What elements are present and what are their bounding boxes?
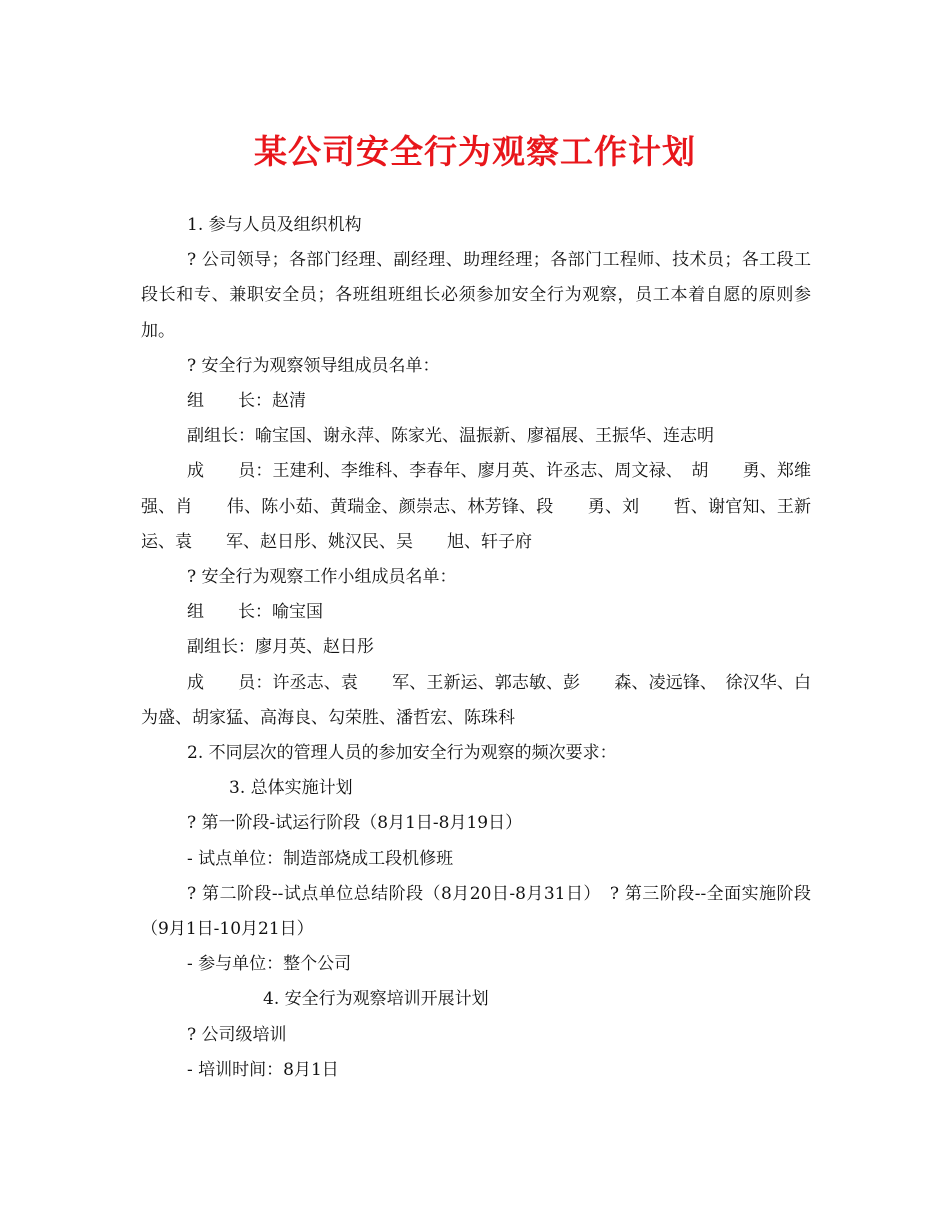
document-title: 某公司安全行为观察工作计划 (254, 132, 696, 171)
paragraph: 副组长：廖月英、赵日彤 (187, 637, 374, 658)
paragraph: 组 长：喻宝国 (187, 602, 323, 623)
paragraph: - 参与单位：整个公司 (187, 954, 352, 975)
paragraph: - 培训时间：8月1日 (187, 1059, 339, 1080)
paragraph: - 试点单位：制造部烧成工段机修班 (187, 848, 454, 869)
paragraph: 1. 参与人员及组织机构 (187, 215, 362, 235)
paragraph: ? 安全行为观察领导组成员名单： (187, 355, 440, 376)
paragraph: ? 公司领导；各部门经理、副经理、助理经理；各部门工程师、技术员；各工段工段长和专、兼职安全员；各班组班组长必须参加安全行为观察，员工本着自愿的原则参加。 (141, 250, 811, 341)
paragraph: 3. 总体实施计划 (229, 778, 353, 799)
paragraph: 组 长：赵清 (187, 391, 306, 412)
paragraph: ? 第二阶段--试点单位总结阶段（8月20日-8月31日） ? 第三阶段--全面实施阶段（9月1日-10月21日） (141, 883, 811, 940)
paragraph: 2. 不同层次的管理人员的参加安全行为观察的频次要求： (187, 743, 617, 764)
paragraph: 成 员：许丞志、袁 军、王新运、郭志敏、彭 森、凌远锋、 徐汉华、白为盛、胡家猛、高海良、勾荣胜、潘哲宏、陈珠科 (141, 672, 811, 728)
paragraph: ? 公司级培训 (187, 1024, 287, 1045)
paragraph: 成 员：王建利、李维科、李春年、廖月英、许丞志、周文禄、 胡 勇、郑维强、肖 伟、陈小茹、黄瑞金、颜崇志、林芳锋、段 勇、刘 哲、谢官知、王新运、袁 军、赵日彤、姚汉民、吴 旭、轩子府 (141, 461, 811, 552)
paragraph: 副组长：喻宝国、谢永萍、陈家光、温振新、廖福展、王振华、连志明 (187, 426, 714, 447)
paragraph: ? 安全行为观察工作小组成员名单： (187, 567, 457, 588)
document-body (141, 208, 811, 1088)
paragraph: 4. 安全行为观察培训开展计划 (263, 989, 489, 1010)
paragraph: ? 第一阶段-试运行阶段（8月1日-8月19日） (187, 813, 523, 834)
